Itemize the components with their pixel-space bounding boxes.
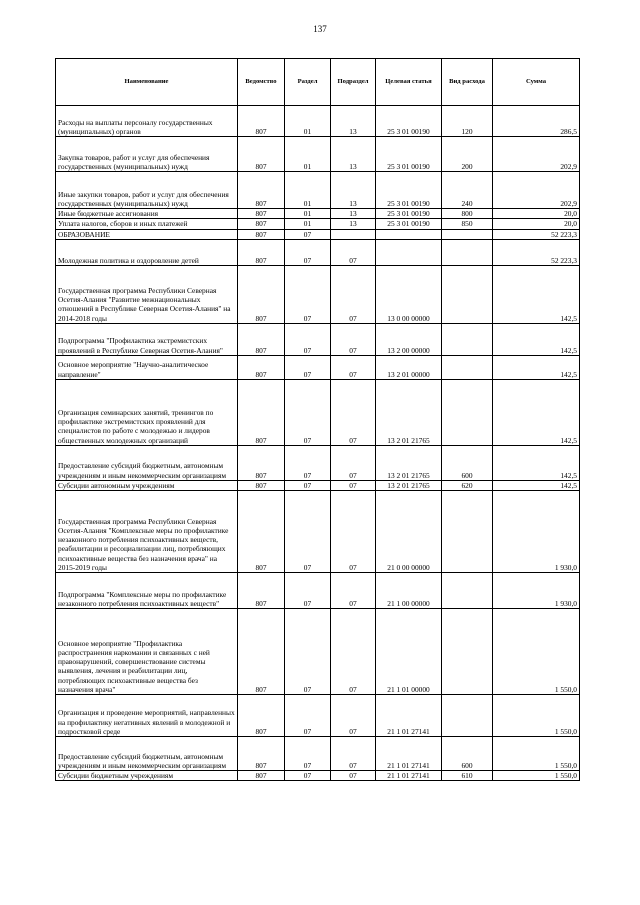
row-section: 07	[285, 355, 331, 379]
row-expense-type	[442, 323, 493, 355]
row-subsection: 07	[331, 323, 376, 355]
row-target-item	[376, 239, 442, 265]
table-row	[56, 355, 580, 379]
row-section: 07	[285, 737, 331, 771]
budget-table	[55, 58, 580, 781]
table-row	[56, 771, 580, 781]
row-department: 807	[238, 229, 285, 239]
row-name: Организация семинарских занятий, тренингов по профилактике экстремистских проявлений для специалистов по работе с молодежью и лидеров общественных молодежных организаций	[56, 379, 238, 445]
row-section: 07	[285, 239, 331, 265]
row-section: 07	[285, 445, 331, 480]
table-row	[56, 737, 580, 771]
row-sum: 1 930,0	[493, 491, 580, 573]
page-number: 137	[313, 24, 327, 34]
row-target-item: 21 1 01 27141	[376, 695, 442, 737]
row-department: 807	[238, 445, 285, 480]
row-department: 807	[238, 265, 285, 323]
row-expense-type: 200	[442, 137, 493, 172]
row-expense-type	[442, 239, 493, 265]
table-row	[56, 172, 580, 209]
row-name: Иные закупки товаров, работ и услуг для обеспечения государственных (муниципальных) нужд	[56, 172, 238, 209]
row-target-item: 21 1 01 00000	[376, 609, 442, 695]
table-row	[56, 379, 580, 445]
row-section: 07	[285, 379, 331, 445]
row-target-item: 25 3 01 00190	[376, 219, 442, 229]
row-name: ОБРАЗОВАНИЕ	[56, 229, 238, 239]
row-name: Основное мероприятие "Профилактика распространения наркомании и связанных с ней правонарушений, совершенствование системы выявления, лечения и реабилитации лиц, потребляющих психоактивные вещества без назначения врача"	[56, 609, 238, 695]
row-target-item: 25 3 01 00190	[376, 137, 442, 172]
row-department: 807	[238, 695, 285, 737]
header-sum: Сумма	[493, 59, 580, 106]
row-section: 07	[285, 229, 331, 239]
row-section: 07	[285, 771, 331, 781]
row-department: 807	[238, 137, 285, 172]
row-name: Подпрограмма "Комплексные меры по профилактике незаконного потребления психоактивных веществ"	[56, 573, 238, 609]
row-section: 07	[285, 265, 331, 323]
row-subsection: 07	[331, 379, 376, 445]
row-expense-type	[442, 229, 493, 239]
row-sum: 286,5	[493, 106, 580, 137]
row-expense-type: 800	[442, 209, 493, 219]
row-sum: 142,5	[493, 265, 580, 323]
row-target-item: 25 3 01 00190	[376, 209, 442, 219]
table-row	[56, 491, 580, 573]
row-sum: 142,5	[493, 379, 580, 445]
row-section: 01	[285, 219, 331, 229]
row-expense-type: 120	[442, 106, 493, 137]
row-subsection: 13	[331, 219, 376, 229]
row-section: 07	[285, 609, 331, 695]
row-department: 807	[238, 480, 285, 490]
row-sum: 52 223,3	[493, 229, 580, 239]
row-name: Предоставление субсидий бюджетным, автономным учреждениям и иным некоммерческим организациям	[56, 445, 238, 480]
row-section: 01	[285, 172, 331, 209]
row-section: 07	[285, 695, 331, 737]
header-name: Наименование	[56, 59, 238, 106]
row-sum: 142,5	[493, 480, 580, 490]
row-subsection: 07	[331, 771, 376, 781]
row-sum: 52 223,3	[493, 239, 580, 265]
row-target-item: 21 1 00 00000	[376, 573, 442, 609]
table-row	[56, 323, 580, 355]
row-subsection: 07	[331, 355, 376, 379]
row-sum: 202,9	[493, 172, 580, 209]
row-section: 01	[285, 137, 331, 172]
row-section: 01	[285, 106, 331, 137]
table-row	[56, 609, 580, 695]
row-target-item: 21 1 01 27141	[376, 737, 442, 771]
row-department: 807	[238, 771, 285, 781]
row-expense-type: 610	[442, 771, 493, 781]
row-expense-type	[442, 265, 493, 323]
row-name: Закупка товаров, работ и услуг для обеспечения государственных (муниципальных) нужд	[56, 137, 238, 172]
row-target-item: 13 0 00 00000	[376, 265, 442, 323]
row-sum: 1 550,0	[493, 771, 580, 781]
header-target-item: Целевая статья	[376, 59, 442, 106]
row-expense-type: 240	[442, 172, 493, 209]
row-section: 07	[285, 323, 331, 355]
table-row	[56, 229, 580, 239]
row-sum: 1 550,0	[493, 695, 580, 737]
table-row	[56, 209, 580, 219]
row-name: Молодежная политика и оздоровление детей	[56, 239, 238, 265]
table-row	[56, 695, 580, 737]
row-section: 07	[285, 573, 331, 609]
row-department: 807	[238, 209, 285, 219]
row-sum: 1 550,0	[493, 737, 580, 771]
row-subsection: 07	[331, 491, 376, 573]
row-target-item	[376, 229, 442, 239]
row-sum: 20,0	[493, 209, 580, 219]
row-subsection: 13	[331, 172, 376, 209]
row-name: Подпрограмма "Профилактика экстремистских проявлений в Республике Северная Осетия-Алания"	[56, 323, 238, 355]
row-section: 07	[285, 491, 331, 573]
row-name: Государственная программа Республики Северная Осетия-Алания "Развитие межнациональных отношений в Республике Северная Осетия-Алания" на 2014-2018 годы	[56, 265, 238, 323]
table-header-row	[56, 59, 580, 106]
row-subsection: 07	[331, 737, 376, 771]
row-sum: 142,5	[493, 323, 580, 355]
row-subsection: 07	[331, 445, 376, 480]
row-name: Предоставление субсидий бюджетным, автономным учреждениям и иным некоммерческим организациям	[56, 737, 238, 771]
header-section: Раздел	[285, 59, 331, 106]
row-section: 01	[285, 209, 331, 219]
row-name: Государственная программа Республики Северная Осетия-Алания "Комплексные меры по профилактике незаконного потребления психоактивных веществ, реабилитации и ресоциализации лиц, потребляющих психоактивные вещества без назначения врача" на 2015-2019 годы	[56, 491, 238, 573]
table-row	[56, 219, 580, 229]
row-expense-type	[442, 379, 493, 445]
row-department: 807	[238, 609, 285, 695]
row-expense-type: 600	[442, 445, 493, 480]
row-subsection: 07	[331, 573, 376, 609]
row-subsection: 07	[331, 480, 376, 490]
row-expense-type	[442, 355, 493, 379]
row-name: Субсидии бюджетным учреждениям	[56, 771, 238, 781]
row-subsection: 07	[331, 609, 376, 695]
row-department: 807	[238, 172, 285, 209]
row-target-item: 25 3 01 00190	[376, 106, 442, 137]
row-subsection	[331, 229, 376, 239]
row-expense-type: 850	[442, 219, 493, 229]
row-department: 807	[238, 219, 285, 229]
table-row	[56, 480, 580, 490]
table-row	[56, 445, 580, 480]
row-section: 07	[285, 480, 331, 490]
row-expense-type	[442, 573, 493, 609]
row-department: 807	[238, 106, 285, 137]
row-subsection: 13	[331, 106, 376, 137]
table-row	[56, 137, 580, 172]
row-name: Основное мероприятие "Научно-аналитическое направление"	[56, 355, 238, 379]
row-sum: 142,5	[493, 445, 580, 480]
row-department: 807	[238, 491, 285, 573]
row-target-item: 13 2 01 21765	[376, 379, 442, 445]
row-subsection: 07	[331, 695, 376, 737]
table-body	[56, 106, 580, 781]
row-target-item: 13 2 00 00000	[376, 323, 442, 355]
table-row	[56, 239, 580, 265]
header-subsection: Подраздел	[331, 59, 376, 106]
row-sum: 1 550,0	[493, 609, 580, 695]
row-target-item: 13 2 01 21765	[376, 480, 442, 490]
row-target-item: 25 3 01 00190	[376, 172, 442, 209]
header-expense-type: Вид расхода	[442, 59, 493, 106]
row-subsection: 13	[331, 137, 376, 172]
row-expense-type	[442, 491, 493, 573]
row-department: 807	[238, 323, 285, 355]
row-department: 807	[238, 379, 285, 445]
row-target-item: 21 0 00 00000	[376, 491, 442, 573]
row-target-item: 13 2 01 21765	[376, 445, 442, 480]
row-sum: 20,0	[493, 219, 580, 229]
table-row	[56, 265, 580, 323]
header-department: Ведомство	[238, 59, 285, 106]
row-expense-type: 620	[442, 480, 493, 490]
row-subsection: 13	[331, 209, 376, 219]
row-department: 807	[238, 239, 285, 265]
row-name: Иные бюджетные ассигнования	[56, 209, 238, 219]
row-name: Расходы на выплаты персоналу государственных (муниципальных) органов	[56, 106, 238, 137]
row-sum: 1 930,0	[493, 573, 580, 609]
row-target-item: 13 2 01 00000	[376, 355, 442, 379]
row-subsection: 07	[331, 239, 376, 265]
row-expense-type: 600	[442, 737, 493, 771]
row-name: Субсидии автономным учреждениям	[56, 480, 238, 490]
row-department: 807	[238, 355, 285, 379]
table-row	[56, 106, 580, 137]
row-sum: 142,5	[493, 355, 580, 379]
table-row	[56, 573, 580, 609]
row-name: Организация и проведение мероприятий, направленных на профилактику негативных явлений в молодежной и подростковой среде	[56, 695, 238, 737]
row-name: Уплата налогов, сборов и иных платежей	[56, 219, 238, 229]
row-department: 807	[238, 737, 285, 771]
row-department: 807	[238, 573, 285, 609]
row-subsection: 07	[331, 265, 376, 323]
row-target-item: 21 1 01 27141	[376, 771, 442, 781]
row-expense-type	[442, 695, 493, 737]
row-expense-type	[442, 609, 493, 695]
row-sum: 202,9	[493, 137, 580, 172]
